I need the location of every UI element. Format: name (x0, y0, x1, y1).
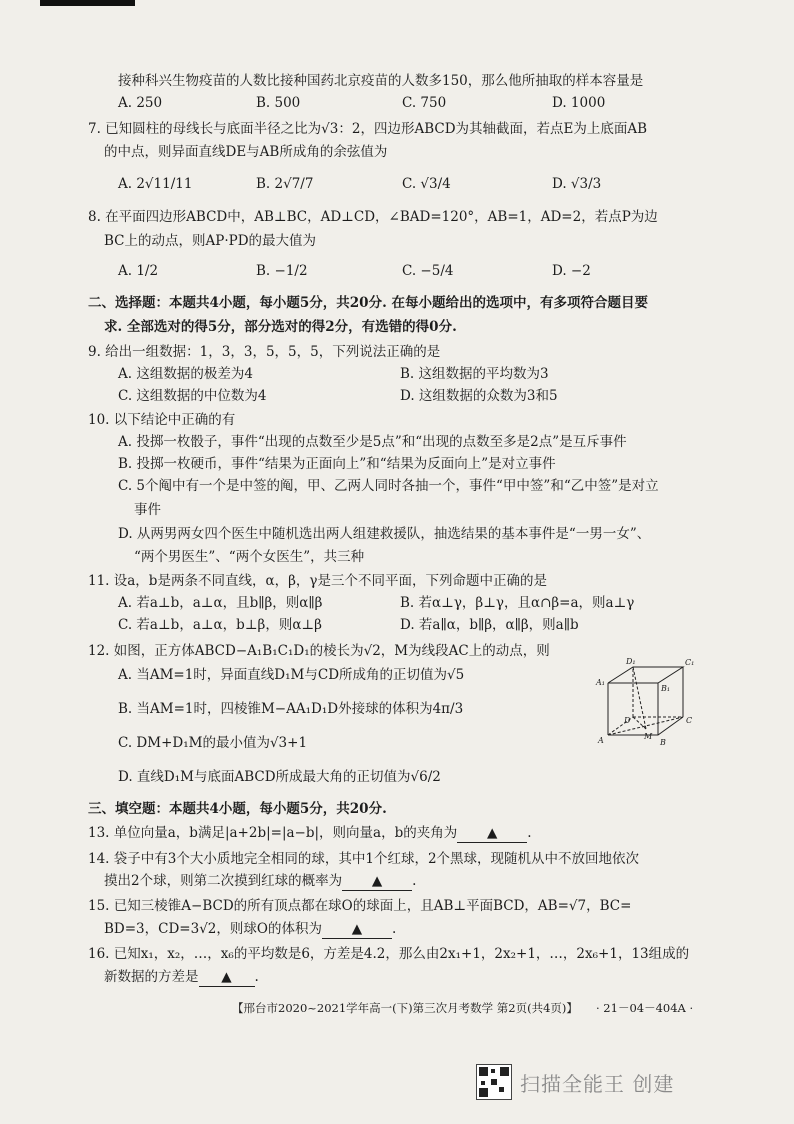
label-m: M (644, 732, 653, 741)
q10-stem: 10. 以下结论中正确的有 (88, 412, 236, 428)
q10-option-d: D. 从两男两女四个医生中随机选出两人组建救援队，抽选结果的基本事件是“一男一女”、 (118, 526, 651, 542)
q13-answer-blank: ▲ (457, 824, 527, 843)
footer-title: 【邢台市2020~2021学年高一(下)第三次月考数学 第2页(共4页)】 (232, 1001, 578, 1015)
q12-option-b: B. 当AM=1时，四棱锥M−AA₁D₁D外接球的体积为4π/3 (118, 701, 464, 717)
q7-option-d: D. √3/3 (552, 176, 602, 192)
q11-option-b: B. 若α⊥γ，β⊥γ，且α∩β=a，则a⊥γ (400, 595, 635, 611)
q14-answer-blank: ▲ (342, 872, 412, 891)
section-2-heading: 二、选择题：本题共4小题，每小题5分，共20分. 在每小题给出的选项中，有多项符合题目要 (88, 295, 648, 311)
q8-option-b: B. −1/2 (256, 263, 308, 279)
q10-option-b: B. 投掷一枚硬币，事件“结果为正面向上”和“结果为反面向上”是对立事件 (118, 456, 556, 472)
q10-option-c: C. 5个阄中有一个是中签的阄，甲、乙两人同时各抽一个，事件“甲中签”和“乙中签”是对立 (118, 478, 659, 494)
q14-text: 摸出2个球，则第二次摸到红球的概率为 (104, 873, 343, 889)
q16-stem-2: 新数据的方差是 ▲ . (104, 969, 259, 985)
q15-stem-2: BD=3，CD=3√2，则球O的体积为 ▲ . (104, 921, 397, 937)
q12-stem: 12. 如图，正方体ABCD−A₁B₁C₁D₁的棱长为√2，M为线段AC上的动点，则 (88, 643, 550, 659)
q8-option-c: C. −5/4 (402, 263, 454, 279)
q7-stem-2: 的中点，则异面直线DE与AB所成角的余弦值为 (104, 144, 388, 160)
q10-option-c-cont: 事件 (134, 502, 161, 518)
q6-option-b: B. 500 (256, 95, 301, 111)
label-c: C (686, 716, 693, 725)
scanner-watermark (476, 1064, 674, 1100)
q13-text: 13. 单位向量a，b满足|a+2b|=|a−b|，则向量a，b的夹角为 (88, 825, 458, 841)
q11-option-d: D. 若a∥α，b∥β，α∥β，则a∥b (400, 617, 579, 633)
q9-stem: 9. 给出一组数据：1，3，3，5，5，5，下列说法正确的是 (88, 344, 441, 360)
label-a: A (598, 736, 604, 745)
q9-option-b: B. 这组数据的平均数为3 (400, 366, 549, 382)
label-b: B (660, 738, 666, 747)
q16-answer-blank: ▲ (199, 968, 255, 987)
q9-option-c: C. 这组数据的中位数为4 (118, 388, 267, 404)
q7-option-a: A. 2√11/11 (118, 176, 193, 192)
q7-option-c: C. √3/4 (402, 176, 451, 192)
q12-option-d: D. 直线D₁M与底面ABCD所成最大角的正切值为√6/2 (118, 769, 441, 785)
q11-option-c: C. 若a⊥b，a⊥α，b⊥β，则α⊥β (118, 617, 322, 633)
footer-code: · 21－04－404A · (596, 1001, 694, 1015)
section-2-heading-cont: 求. 全部选对的得5分，部分选对的得2分，有选错的得0分. (104, 319, 457, 335)
q15-answer-blank: ▲ (322, 920, 392, 939)
q14-stem-1: 14. 袋子中有3个大小质地完全相同的球，其中1个红球，2个黑球，现随机从中不放回地依次 (88, 851, 640, 867)
q11-option-a: A. 若a⊥b，a⊥α，且b∥β，则α∥β (118, 595, 323, 611)
q10-option-a: A. 投掷一枚骰子，事件“出现的点数至少是5点”和“出现的点数至多是2点”是互斥事件 (118, 434, 627, 450)
label-b1: B₁ (661, 684, 671, 693)
label-d: D (624, 716, 631, 725)
q9-option-a: A. 这组数据的极差为4 (118, 366, 253, 382)
q14-stem-2: 摸出2个球，则第二次摸到红球的概率为 ▲ . (104, 873, 417, 889)
q13-stem: 13. 单位向量a，b满足|a+2b|=|a−b|，则向量a，b的夹角为 ▲ . (88, 825, 532, 841)
watermark-text: 扫描全能王 创建 (520, 1071, 675, 1096)
section-3-heading: 三、填空题：本题共4小题，每小题5分，共20分. (88, 801, 387, 817)
q12-option-a: A. 当AM=1时，异面直线D₁M与CD所成角的正切值为√5 (118, 667, 465, 683)
q15-text: BD=3，CD=3√2，则球O的体积为 (104, 921, 322, 937)
q16-stem-1: 16. 已知x₁，x₂，…，x₆的平均数是6，方差是4.2，那么由2x₁+1，2x₂+1，…，2x₆+1，13组成的 (88, 946, 690, 962)
qr-code-icon (476, 1064, 512, 1100)
q7-option-b: B. 2√7/7 (256, 176, 314, 192)
q11-stem: 11. 设a，b是两条不同直线，α，β，γ是三个不同平面，下列命题中正确的是 (88, 573, 547, 589)
q6-stem-tail: 接种科兴生物疫苗的人数比接种国药北京疫苗的人数多150，那么他所抽取的样本容量是 (118, 73, 644, 89)
q6-option-c: C. 750 (402, 95, 447, 111)
q16-text: 新数据的方差是 (104, 969, 199, 985)
q8-option-d: D. −2 (552, 263, 591, 279)
cube-figure (588, 655, 698, 755)
q15-stem-1: 15. 已知三棱锥A−BCD的所有顶点都在球O的球面上，且AB⊥平面BCD，AB=√7，BC= (88, 898, 632, 914)
q10-option-d-cont: “两个男医生”、“两个女医生”，共三种 (134, 549, 365, 565)
q6-option-a: A. 250 (118, 95, 163, 111)
q6-option-d: D. 1000 (552, 95, 606, 111)
label-d1: D₁ (626, 657, 636, 666)
q12-option-c: C. DM+D₁M的最小值为√3+1 (118, 735, 308, 751)
q9-option-d: D. 这组数据的众数为3和5 (400, 388, 558, 404)
label-a1: A₁ (596, 678, 605, 687)
label-c1: C₁ (685, 658, 695, 667)
q8-stem-1: 8. 在平面四边形ABCD中，AB⊥BC，AD⊥CD，∠BAD=120°，AB=1，AD=2，若点P为边 (88, 209, 658, 225)
scan-edge-mark (40, 0, 135, 6)
q8-stem-2: BC上的动点，则AP·PD的最大值为 (104, 233, 317, 249)
q8-option-a: A. 1/2 (118, 263, 159, 279)
q7-stem-1: 7. 已知圆柱的母线长与底面半径之比为√3：2，四边形ABCD为其轴截面，若点E为上底面AB (88, 121, 648, 137)
